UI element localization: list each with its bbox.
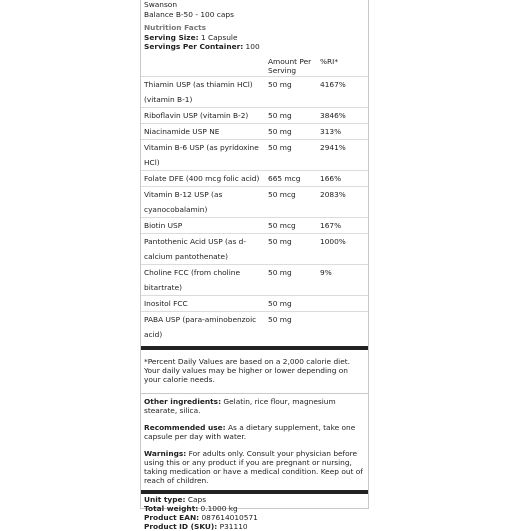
nutrient-ri <box>317 295 368 311</box>
nutrient-row <box>141 170 368 186</box>
nutrient-amount: 50 mcg <box>265 186 317 217</box>
nutrient-amount: 50 mg <box>265 264 317 295</box>
nutrient-row <box>141 264 368 295</box>
nutrient-ri: 313% <box>317 123 368 139</box>
col-name-header <box>141 55 265 77</box>
nutrient-row <box>141 76 368 107</box>
unit-type: Unit type: Caps <box>144 494 207 504</box>
nutrient-ri: 3846% <box>317 107 368 123</box>
nutrient-row <box>141 107 368 123</box>
brand-name: Swanson <box>144 0 178 9</box>
footnote: *Percent Daily Values are based on a 2,000 calorie diet. Your daily values may be higher or lower depending on your calorie needs. <box>144 356 350 384</box>
nutrient-row <box>141 217 368 233</box>
nutrient-row <box>141 295 368 311</box>
other-ingredients: Other ingredients: Gelatin, rice flour, magnesium stearate, silica. <box>144 396 336 415</box>
nutrient-row <box>141 139 368 170</box>
col-amount-header: Amount Per Serving <box>268 56 312 75</box>
nutrient-name: Choline FCC (from choline bitartrate) <box>141 264 265 295</box>
nutrient-name: Vitamin B-12 USP (as cyanocobalamin) <box>141 186 265 217</box>
nutrient-ri: 2941% <box>317 139 368 170</box>
nutrient-ri: 4167% <box>317 76 368 107</box>
nutrient-amount: 50 mg <box>265 311 317 342</box>
section-title: Nutrition Facts <box>144 23 207 32</box>
nutrient-row <box>141 311 368 342</box>
nutrient-amount: 665 mcg <box>265 170 317 186</box>
nutrient-rows <box>141 76 368 342</box>
nutrient-row <box>141 123 368 139</box>
nutrient-table <box>141 55 368 342</box>
col-ri-header: %RI* <box>320 56 339 66</box>
nutrient-name: Pantothenic Acid USP (as d-calcium pantothenate) <box>141 233 265 264</box>
nutrient-name: Niacinamide USP NE <box>141 123 265 139</box>
product-info <box>141 494 368 531</box>
nutrient-amount: 50 mg <box>265 123 317 139</box>
nutrient-amount: 50 mg <box>265 76 317 107</box>
nutrient-name: PABA USP (para-aminobenzoic acid) <box>141 311 265 342</box>
recommended-use: Recommended use: As a dietary supplement, take one capsule per day with water. <box>144 422 356 441</box>
nutrient-ri: 166% <box>317 170 368 186</box>
nutrient-name: Folate DFE (400 mcg folic acid) <box>141 170 265 186</box>
nutrient-amount: 50 mg <box>265 295 317 311</box>
product-sku: Product ID (SKU): P31110 <box>144 521 248 531</box>
ingredients-section <box>141 393 368 485</box>
nutrient-name: Vitamin B-6 USP (as pyridoxine HCl) <box>141 139 265 170</box>
nutrient-row <box>141 186 368 217</box>
nutrient-row <box>141 233 368 264</box>
product-header <box>141 0 368 52</box>
warnings: Warnings: For adults only. Consult your physician before using this or any product if you are pregnant or nursing, taking medication or have a medical condition. Keep out of reach of children. <box>144 448 363 485</box>
nutrient-name: Thiamin USP (as thiamin HCl) (vitamin B-1) <box>141 76 265 107</box>
product-ean: Product EAN: 087614010571 <box>144 512 258 522</box>
nutrient-amount: 50 mg <box>265 233 317 264</box>
nutrient-ri: 2083% <box>317 186 368 217</box>
nutrition-panel <box>140 0 369 531</box>
nutrient-name: Inositol FCC <box>141 295 265 311</box>
nutrient-name: Biotin USP <box>141 217 265 233</box>
serving-size: Serving Size: 1 Capsule <box>144 32 238 42</box>
nutrient-amount: 50 mg <box>265 107 317 123</box>
nutrient-ri: 167% <box>317 217 368 233</box>
servings-per-container: Servings Per Container: 100 <box>144 42 260 51</box>
product-name: Balance B-50 - 100 caps <box>144 9 234 19</box>
total-weight: Total weight: 0.1000 kg <box>144 503 238 513</box>
nutrient-ri: 9% <box>317 264 368 295</box>
nutrient-ri <box>317 311 368 342</box>
nutrient-amount: 50 mcg <box>265 217 317 233</box>
nutrient-ri: 1000% <box>317 233 368 264</box>
nutrient-amount: 50 mg <box>265 139 317 170</box>
nutrient-name: Riboflavin USP (vitamin B-2) <box>141 107 265 123</box>
